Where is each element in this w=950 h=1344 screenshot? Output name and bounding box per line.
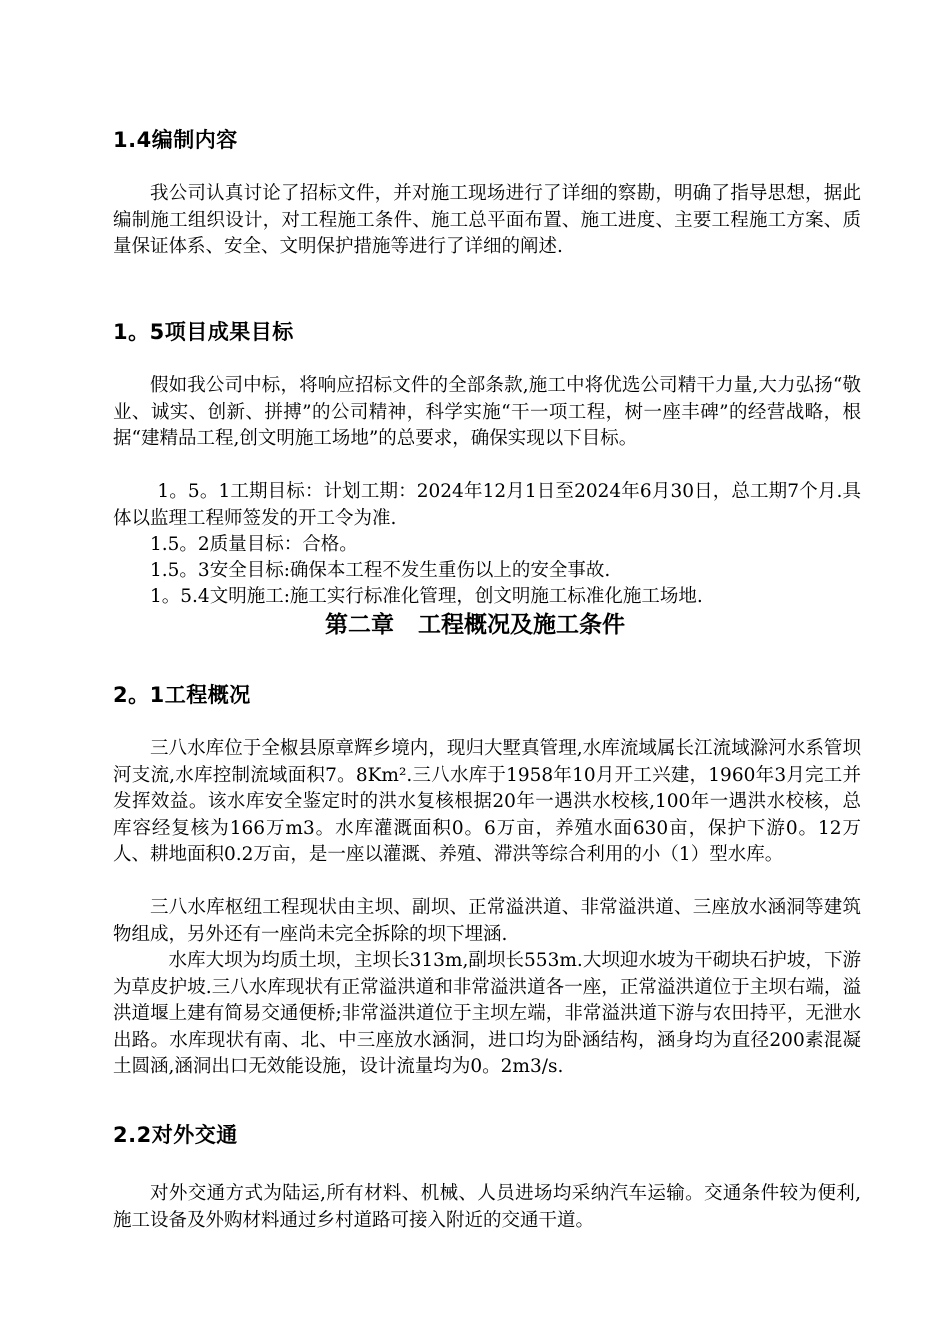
paragraph-reservoir-overview: 三八水库位于全椒县原章辉乡境内，现归大墅真管理,水库流域属长江流域滁河水系管坝河支流,水库控制流域面积7。8Km².三八水库于1958年10月开工兴建，1960年3月完工并发挥效益。该水库安全鉴定时的洪水复核根据20年一遇洪水校核,100年一遇洪水校核，总库容经复核为166万m3。水库灌溉面积0。6万亩，养殖水面630亩，保护下游0。12万人、耕地面积0.2万亩，是一座以灌溉、养殖、滞洪等综合利用的小（1）型水库。 bbox=[113, 738, 861, 865]
paragraph-external-traffic: 对外交通方式为陆运,所有材料、机械、人员进场均采纳汽车运输。交通条件较为便利,施工设备及外购材料通过乡村道路可接入附近的交通干道。 bbox=[113, 1183, 861, 1231]
paragraph-compilation-content: 我公司认真讨论了招标文件，并对施工现场进行了详细的察勘，明确了指导思想，据此编制施工组织设计，对工程施工条件、施工总平面布置、施工进度、主要工程施工方案、质量保证体系、安全、文明保护措施等进行了详细的阐述. bbox=[113, 183, 861, 257]
paragraph-schedule-goal: 1。5。1工期目标：计划工期：2024年12月1日至2024年6月30日，总工期7个月.具体以监理工程师签发的开工令为准. bbox=[113, 481, 861, 529]
paragraph-project-goals: 假如我公司中标，将响应招标文件的全部条款,施工中将优选公司精干力量,大力弘扬“敬业、诚实、创新、拼搏”的公司精神，科学实施“干一项工程，树一座丰碑”的经营战略，根据“建精品工程,创文明施工场地”的总要求，确保实现以下目标。 bbox=[113, 375, 861, 449]
paragraph-hub-structures: 三八水库枢纽工程现状由主坝、副坝、正常溢洪道、非常溢洪道、三座放水涵洞等建筑物组成，另外还有一座尚未完全拆除的坝下埋涵. bbox=[113, 897, 861, 945]
section-heading-1-4: 1.4编制内容 bbox=[113, 128, 238, 152]
paragraph-dam-description: 水库大坝为均质土坝，主坝长313m,副坝长553m.大坝迎水坡为干砌块石护坡，下游为草皮护坡.三八水库现状有正常溢洪道和非常溢洪道各一座，正常溢洪道位于主坝右端，溢洪道堰上建有简易交通便桥;非常溢洪道位于主坝左端，非常溢洪道下游与农田持平，无泄水出路。水库现状有南、北、中三座放水涵洞，进口均为卧涵结构，涵身均为直径200素混凝土圆涵,涵洞出口无效能设施，设计流量均为0。2m3/s. bbox=[113, 950, 861, 1077]
section-heading-2-2: 2.2对外交通 bbox=[113, 1123, 238, 1147]
section-heading-2-1: 2。1工程概况 bbox=[113, 683, 251, 707]
paragraph-civilized-construction-goal: 1。5.4文明施工:施工实行标准化管理，创文明施工标准化施工场地. bbox=[150, 586, 703, 607]
chapter-title-2: 第二章 工程概况及施工条件 bbox=[324, 612, 626, 638]
paragraph-quality-goal: 1.5。2质量目标：合格。 bbox=[150, 534, 358, 555]
section-heading-1-5: 1。5项目成果目标 bbox=[113, 320, 294, 344]
paragraph-safety-goal: 1.5。3安全目标:确保本工程不发生重伤以上的安全事故. bbox=[150, 560, 611, 581]
